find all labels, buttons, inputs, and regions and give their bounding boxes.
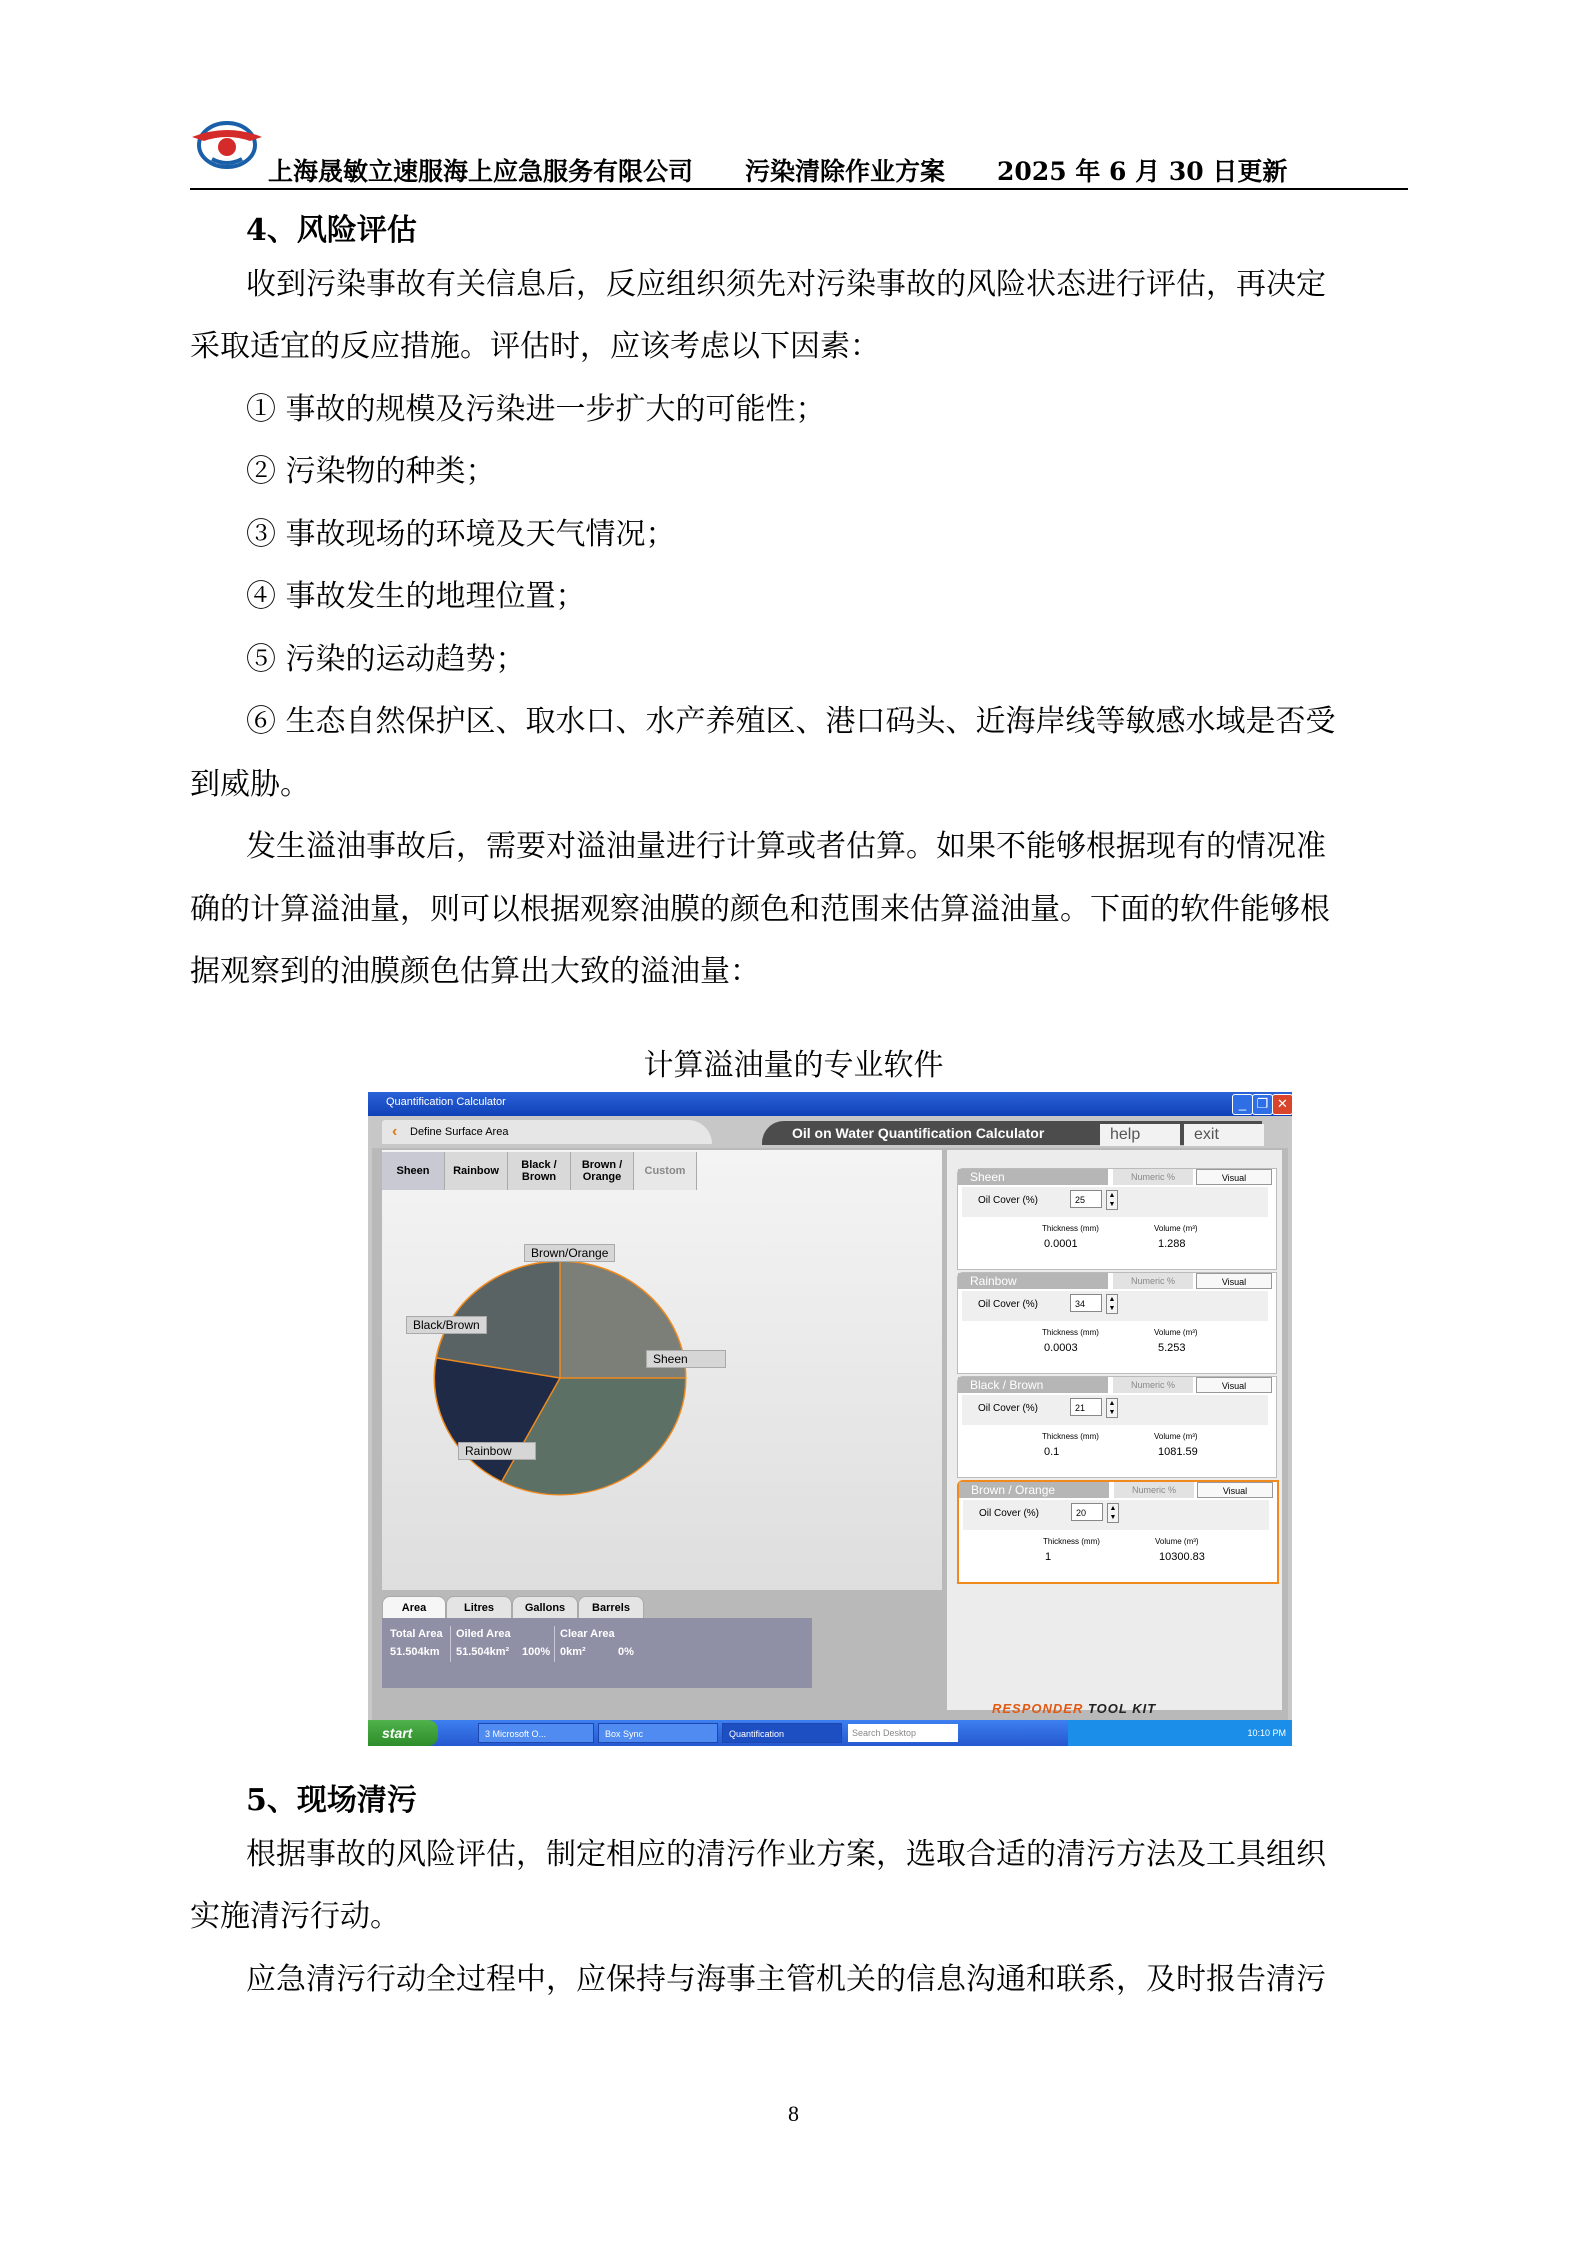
visual-tab[interactable]: Visual [1196, 1377, 1272, 1393]
define-area-label: Define Surface Area [410, 1126, 509, 1138]
unit-tab-barrels[interactable]: Barrels [578, 1596, 644, 1620]
thickness-label: Thickness (mm) [1042, 1432, 1099, 1441]
area-stats [382, 1618, 812, 1688]
app-body [372, 1116, 1288, 1720]
stepper-icon[interactable]: ▲ ▼ [1106, 1190, 1118, 1210]
list-item: ③ 事故现场的环境及天气情况； [246, 517, 676, 552]
tab-rainbow[interactable]: Rainbow [445, 1152, 508, 1190]
total-area-label: Total Area [390, 1628, 443, 1640]
thickness-value: 1 [1045, 1551, 1052, 1563]
pie-label-rainbow: Rainbow [458, 1442, 536, 1460]
document-title: 污染清除作业方案 [745, 157, 946, 186]
section-heading-cleanup: 5、现场清污 [246, 1783, 417, 1818]
numeric-tab[interactable]: Numeric % [1113, 1273, 1193, 1289]
clear-area-value: 0km² [560, 1646, 586, 1658]
taskbar-item[interactable]: Box Sync [598, 1723, 718, 1743]
oil-cover-label: Oil Cover (%) [978, 1299, 1039, 1310]
thickness-label: Thickness (mm) [1043, 1537, 1100, 1546]
pie-label-black-brown: Black/Brown [406, 1316, 487, 1334]
oil-cover-input[interactable]: 25 [1070, 1190, 1102, 1208]
total-area-value: 51.504km [390, 1646, 440, 1658]
paragraph-line: 采取适宜的反应措施。评估时，应该考虑以下因素： [190, 329, 880, 364]
list-item: ② 污染物的种类； [246, 454, 496, 489]
window-title: Quantification Calculator [386, 1096, 506, 1108]
oil-cover-pie [382, 1190, 942, 1590]
clear-area-label: Clear Area [560, 1628, 615, 1640]
thickness-value: 0.0003 [1044, 1342, 1078, 1354]
thickness-value: 0.1 [1044, 1446, 1060, 1458]
desktop-search-input[interactable]: Search Desktop [848, 1724, 958, 1742]
minimize-icon[interactable]: _ [1232, 1094, 1253, 1115]
software-screenshot [368, 1092, 1292, 1746]
list-item: ⑥ 生态自然保护区、取水口、水产养殖区、港口码头、近海岸线等敏感水域是否受 [246, 704, 1336, 739]
section-heading-risk: 4、风险评估 [246, 213, 417, 248]
unit-tab-litres[interactable]: Litres [446, 1596, 512, 1620]
card-title: Brown / Orange [959, 1482, 1109, 1498]
list-item: ① 事故的规模及污染进一步扩大的可能性； [246, 392, 826, 427]
paragraph-line: 确的计算溢油量，则可以根据观察油膜的颜色和范围来估算溢油量。下面的软件能够根 [190, 892, 1330, 927]
result-card-rainbow [957, 1272, 1277, 1374]
paragraph-line: 应急清污行动全过程中，应保持与海事主管机关的信息沟通和联系，及时报告清污 [246, 1962, 1326, 1997]
result-card-black-brown [957, 1376, 1277, 1478]
card-title: Rainbow [958, 1273, 1108, 1289]
define-surface-area-button[interactable] [382, 1120, 712, 1144]
tab-black-brown[interactable]: Black / Brown [508, 1152, 571, 1190]
header-rule [190, 188, 1408, 190]
exit-button[interactable]: exit [1184, 1124, 1264, 1146]
oiled-area-percent: 100% [522, 1646, 551, 1658]
unit-tab-area[interactable]: Area [382, 1596, 446, 1620]
list-item-continuation: 到威胁。 [190, 767, 310, 802]
oil-cover-label: Oil Cover (%) [978, 1403, 1039, 1414]
oiled-area-label: Oiled Area [456, 1628, 511, 1640]
clear-area-percent: 0% [618, 1646, 634, 1658]
system-tray [1068, 1720, 1292, 1746]
restore-icon[interactable]: ❐ [1252, 1094, 1273, 1115]
clock: 10:10 PM [1247, 1728, 1286, 1738]
list-item: ④ 事故发生的地理位置； [246, 579, 586, 614]
volume-value: 10300.83 [1159, 1551, 1205, 1563]
paragraph-line: 收到污染事故有关信息后，反应组织须先对污染事故的风险状态进行评估，再决定 [246, 267, 1326, 302]
numeric-tab[interactable]: Numeric % [1114, 1482, 1194, 1498]
visual-tab[interactable]: Visual [1196, 1273, 1272, 1289]
area-summary-panel [382, 1596, 942, 1708]
list-item: ⑤ 污染的运动趋势； [246, 642, 526, 677]
taskbar-item[interactable]: 3 Microsoft O... [478, 1723, 594, 1743]
numeric-tab[interactable]: Numeric % [1113, 1169, 1193, 1185]
back-arrow-icon: ‹ [392, 1123, 398, 1140]
help-button[interactable]: help [1100, 1124, 1180, 1146]
paragraph-line: 发生溢油事故后，需要对溢油量进行计算或者估算。如果不能够根据现有的情况准 [246, 829, 1326, 864]
card-title: Sheen [958, 1169, 1108, 1185]
brand-logo: RESPONDER TOOL KIT [992, 1701, 1157, 1716]
visual-tab[interactable]: Visual [1197, 1482, 1273, 1498]
surface-area-pane [382, 1150, 942, 1590]
volume-label: Volume (m³) [1154, 1432, 1198, 1441]
page-number: 8 [788, 2101, 799, 2126]
volume-label: Volume (m³) [1154, 1328, 1198, 1337]
paragraph-line: 根据事故的风险评估，制定相应的清污作业方案，选取合适的清污方法及工具组织 [246, 1837, 1326, 1872]
window-titlebar [368, 1092, 1292, 1116]
tab-custom[interactable]: Custom [634, 1152, 697, 1190]
company-logo [190, 115, 264, 173]
oil-cover-input[interactable]: 20 [1071, 1503, 1103, 1521]
card-title: Black / Brown [958, 1377, 1108, 1393]
close-icon[interactable]: ✕ [1272, 1094, 1292, 1115]
oil-cover-input[interactable]: 34 [1070, 1294, 1102, 1312]
oil-cover-label: Oil Cover (%) [979, 1508, 1040, 1519]
stepper-icon[interactable]: ▲ ▼ [1107, 1503, 1119, 1523]
company-name: 上海晟敏立速服海上应急服务有限公司 [268, 157, 694, 186]
oiled-area-value: 51.504km² [456, 1646, 510, 1658]
results-pane [947, 1150, 1282, 1710]
thickness-value: 0.0001 [1044, 1238, 1078, 1250]
os-taskbar [368, 1720, 1292, 1746]
volume-value: 1.288 [1158, 1238, 1186, 1250]
volume-label: Volume (m³) [1155, 1537, 1199, 1546]
tab-brown-orange[interactable]: Brown / Orange [571, 1152, 634, 1190]
paragraph-line: 据观察到的油膜颜色估算出大致的溢油量： [190, 954, 760, 989]
pie-label-brown-orange: Brown/Orange [524, 1244, 615, 1262]
figure-caption: 计算溢油量的专业软件 [643, 1048, 944, 1083]
volume-value: 5.253 [1158, 1342, 1186, 1354]
stepper-icon[interactable]: ▲ ▼ [1106, 1294, 1118, 1314]
thickness-label: Thickness (mm) [1042, 1224, 1099, 1233]
oil-cover-input[interactable]: 21 [1070, 1398, 1102, 1416]
page-header [268, 152, 1287, 188]
oil-cover-label: Oil Cover (%) [978, 1195, 1039, 1206]
thickness-label: Thickness (mm) [1042, 1328, 1099, 1337]
volume-label: Volume (m³) [1154, 1224, 1198, 1233]
start-button[interactable]: start [368, 1720, 438, 1746]
visual-tab[interactable]: Visual [1196, 1169, 1272, 1185]
app-title: Oil on Water Quantification Calculator [762, 1121, 1262, 1145]
numeric-tab[interactable]: Numeric % [1113, 1377, 1193, 1393]
tab-sheen[interactable]: Sheen [382, 1152, 445, 1190]
update-date: 2025 年 6 月 30 日更新 [997, 157, 1288, 186]
pie-label-sheen: Sheen [646, 1350, 726, 1368]
stepper-icon[interactable]: ▲ ▼ [1106, 1398, 1118, 1418]
result-card-brown-orange [957, 1480, 1279, 1584]
paragraph-line: 实施清污行动。 [190, 1899, 400, 1934]
volume-value: 1081.59 [1158, 1446, 1198, 1458]
unit-tab-gallons[interactable]: Gallons [512, 1596, 578, 1620]
result-card-sheen [957, 1168, 1277, 1270]
taskbar-item[interactable]: Quantification [722, 1723, 842, 1743]
